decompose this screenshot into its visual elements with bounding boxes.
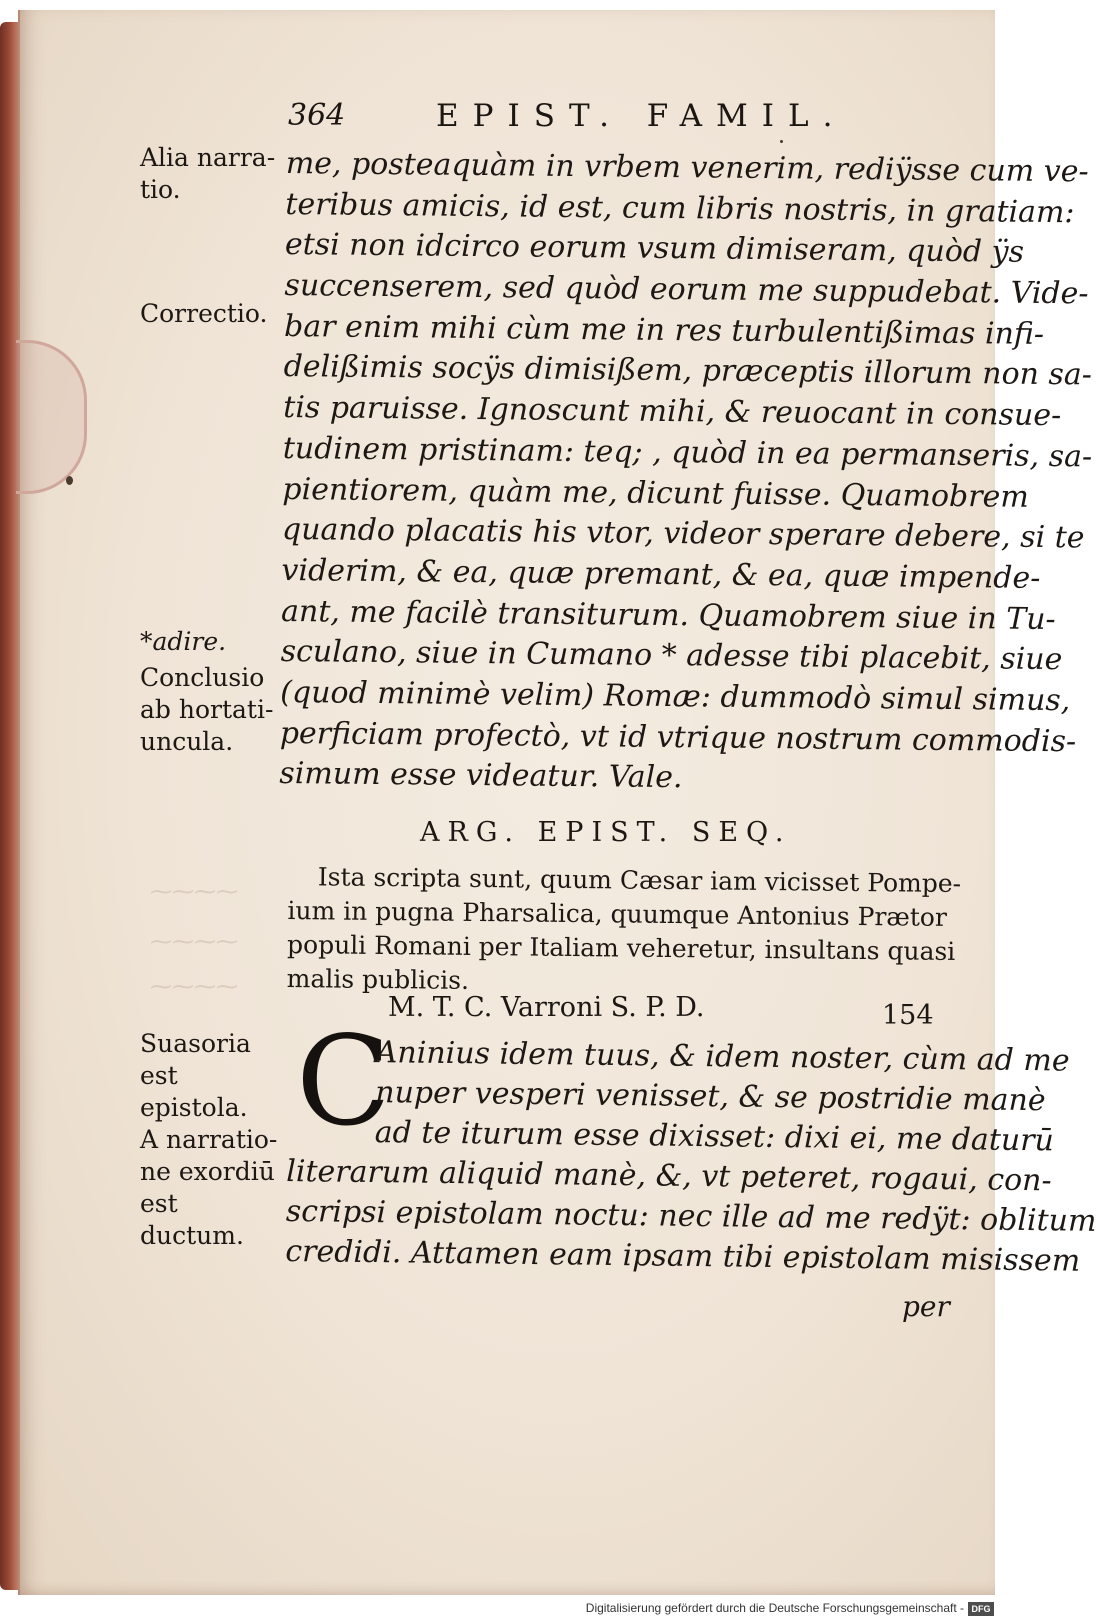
text-line: bar enim mihi cùm me in res turbulentißimas infi- — [283, 308, 1045, 352]
text-line: etsi non idcirco eorum vsum dimiseram, quòd ÿs — [284, 227, 1025, 271]
marginal-line: *adire. — [140, 627, 227, 656]
argument-heading: ARG. EPIST. SEQ. — [420, 817, 792, 848]
marginal-line: epistola. — [140, 1093, 248, 1122]
marginal-note-adire — [140, 626, 285, 658]
letter-number: 154 — [882, 1000, 934, 1031]
marginal-note-suasoria — [140, 1028, 285, 1252]
text-line: viderim, & ea, quæ premant, & ea, quæ impende- — [281, 552, 1041, 596]
show-through-mark: ⁓⁓⁓⁓ — [150, 930, 238, 955]
text-line: (quod minimè velim) Romæ: dummodò simul simus, — [280, 674, 1071, 719]
marginal-line: Correctio. — [140, 299, 268, 328]
marginal-note-correctio — [140, 298, 285, 330]
marginal-line: A narratio- — [140, 1125, 278, 1154]
text-line: pientiorem, quàm me, dicunt fuisse. Quamobrem — [282, 471, 1029, 515]
show-through-mark: ⁓⁓⁓⁓ — [150, 880, 238, 905]
running-head-title: EPIST. FAMIL. — [436, 98, 847, 134]
marginal-note-conclusio — [140, 662, 285, 758]
marginal-line: tio. — [140, 175, 181, 204]
text-line: scripsi epistolam noctu: nec ille ad me redÿt: oblitum — [285, 1193, 1097, 1239]
text-line: teribus amicis, id est, cum libris nostris, in gratiam: — [285, 186, 1075, 230]
text-line: ium in pugna Pharsalica, quumque Antonius Prætor — [287, 895, 948, 932]
text-line: perficiam profectò, vt id vtrique nostrum commodis- — [279, 715, 1077, 759]
text-line: Ista scripta sunt, quum Cæsar iam vicisset Pompe- — [317, 862, 962, 899]
letter-body-text — [279, 144, 1093, 802]
text-line: populi Romani per Italiam veheretur, insultans quasi — [286, 929, 956, 966]
ink-speck — [780, 140, 783, 143]
running-head — [288, 98, 858, 144]
marginal-line: Alia narra- — [140, 143, 276, 172]
text-line: tudinem pristinam: teq; , quòd in ea permanseris, sa- — [282, 430, 1093, 475]
catchword: per — [902, 1290, 950, 1323]
text-line: succenserem, sed quòd eorum me suppudebat. Vide- — [284, 268, 1089, 312]
funding-credit: Digitalisierung gefördert durch die Deutsche Forschungsgemeinschaft - — [585, 1601, 964, 1615]
text-line: malis publicis. — [286, 963, 470, 995]
letter-opening-text — [285, 1032, 1097, 1280]
text-line: me, posteaquàm in vrbem venerim, rediÿsse cum ve- — [285, 145, 1089, 190]
text-line: tis paruisse. Ignoscunt mihi, & reuocant in consue- — [283, 390, 1062, 434]
text-line: delißimis socÿs dimisißem, præceptis illorum non sa- — [283, 349, 1093, 393]
digitization-footer — [0, 1597, 1000, 1619]
marginal-line: est ductum. — [140, 1189, 244, 1250]
marginal-note-alia-narratio — [140, 142, 285, 206]
text-line: literarum aliquid manè, &, vt peteret, rogaui, con- — [286, 1153, 1052, 1199]
page-number: 364 — [288, 98, 346, 133]
marginal-line: uncula. — [140, 727, 234, 756]
ink-speck — [66, 476, 73, 485]
text-line: quando placatis his vtor, videor sperare debere, si te — [281, 512, 1085, 556]
marginal-line: Suasoria est — [140, 1029, 251, 1090]
text-line: credidi. Attamen eam ipsam tibi epistolam misissem — [285, 1233, 1081, 1279]
dfg-logo: DFG — [968, 1602, 994, 1616]
text-line: ad te iturum esse dixisset: dixi ei, me daturū — [374, 1115, 1055, 1159]
drop-cap-initial: C — [296, 1010, 391, 1154]
text-line: simum esse videatur. Vale. — [279, 756, 683, 796]
text-line: Aninius idem tuus, & idem noster, cùm ad me — [375, 1035, 1070, 1079]
text-line: ant, me facilè transiturum. Quamobrem siue in Tu- — [280, 593, 1056, 637]
letter-salutation: M. T. C. Varroni S. P. D. — [388, 992, 705, 1023]
show-through-mark: ⁓⁓⁓⁓ — [150, 975, 238, 1000]
text-line: nuper vesperi venisset, & se postridie manè — [375, 1075, 1046, 1119]
bookmark-tab — [16, 340, 87, 494]
marginal-line: ab hortati- — [140, 695, 274, 724]
marginal-line: ne exordiū — [140, 1157, 275, 1186]
text-line: sculano, siue in Cumano * adesse tibi placebit, siue — [280, 634, 1063, 678]
argument-text — [286, 860, 962, 1003]
marginal-line: Conclusio — [140, 663, 265, 692]
